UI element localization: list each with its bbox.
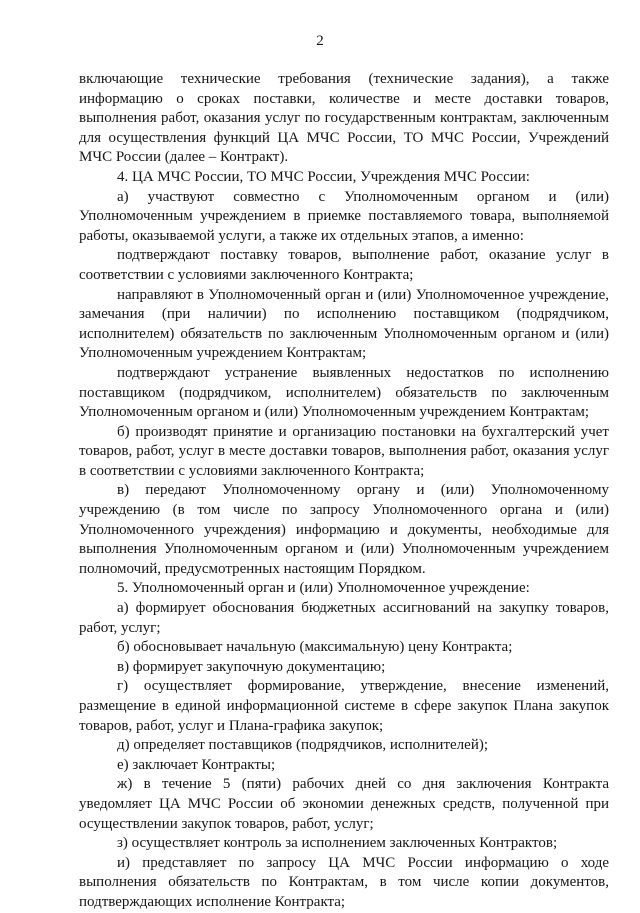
section-4-heading: 4. ЦА МЧС России, ТО МЧС России, Учреждения МЧС России: xyxy=(117,168,530,185)
clause-4a-item-2: направляют в Уполномоченный орган и (или) Уполномоченное учреждение, замечания (при наличии) по исполнению поставщиком (подрядчиком, исполнителем) обязательств по заключенным Уполномоченным органом и (или) Уполномоченным учреждением Контрактам; xyxy=(79,286,609,362)
clause-4v: в) передают Уполномоченному органу и (или) Уполномоченному учреждению (в том числе по запросу Уполномоченного органа и (или) Уполномоченного учреждения) информацию и документы, необходимые для выполнения Уполномоченным органом и (или) Уполномоченным учреждением полномочий, предусмотренных настоящим Порядком. xyxy=(79,482,609,577)
clause-5d: д) определяет поставщиков (подрядчиков, исполнителей); xyxy=(117,737,489,754)
clause-4a-item-3: подтверждают устранение выявленных недостатков по исполнению поставщиком (подрядчиком, исполнителем) обязательств по заключенным Уполномоченным органом и (или) Уполномоченным учреждением Контрактам; xyxy=(79,364,609,421)
clause-5z: з) осуществляет контроль за исполнением заключенных Контрактов; xyxy=(117,835,558,852)
clause-5g: г) осуществляет формирование, утверждение, внесение изменений, размещение в единой информационной системе в сфере закупок Плана закупок товаров, работ, услуг и Плана-графика закупок; xyxy=(79,678,609,734)
paragraph-continuation: включающие технические требования (технические задания), а также информацию о сроках поставки, количестве и месте доставки товаров, выполнения работ, оказания услуг по государственным контрактам, заключенным для осуществления функций ЦА МЧС России, ТО МЧС России, Учреждений МЧС России (далее – Контракт). xyxy=(79,71,609,166)
clause-4a-item-1: подтверждают поставку товаров, выполнение работ, оказание услуг в соответствии с условиями заключенного Контракта; xyxy=(79,247,609,283)
clause-5i: и) представляет по запросу ЦА МЧС России информацию о ходе выполнения обязательств по Контрактам, в том числе копии документов, подтверждающих исполнение Контракта; xyxy=(79,854,609,910)
clause-4b: б) производят принятие и организацию постановки на бухгалтерский учет товаров, работ, услуг в месте доставки товаров, выполнения работ, оказания услуг в соответствии с условиями заключенного Контракта; xyxy=(79,423,609,479)
page-number: 2 xyxy=(316,33,324,49)
document-body xyxy=(79,70,609,913)
clause-5v: в) формирует закупочную документацию; xyxy=(117,658,386,675)
clause-5b: б) обосновывает начальную (максимальную) цену Контракта; xyxy=(117,639,513,656)
clause-5e: е) заключает Контракты; xyxy=(117,756,276,773)
clause-5a: а) формирует обоснования бюджетных ассигнований на закупку товаров, работ, услуг; xyxy=(79,600,609,636)
section-5-heading: 5. Уполномоченный орган и (или) Уполномоченное учреждение: xyxy=(117,580,530,597)
clause-5zh: ж) в течение 5 (пяти) рабочих дней со дня заключения Контракта уведомляет ЦА МЧС России об экономии денежных средств, полученной при осуществлении закупок товаров, работ, услуг; xyxy=(79,776,609,832)
clause-4a: а) участвуют совместно с Уполномоченным органом и (или) Уполномоченным учреждением в приемке поставляемого товара, выполняемой работы, оказываемой услуги, а также их отдельных этапов, а именно: xyxy=(79,188,609,244)
